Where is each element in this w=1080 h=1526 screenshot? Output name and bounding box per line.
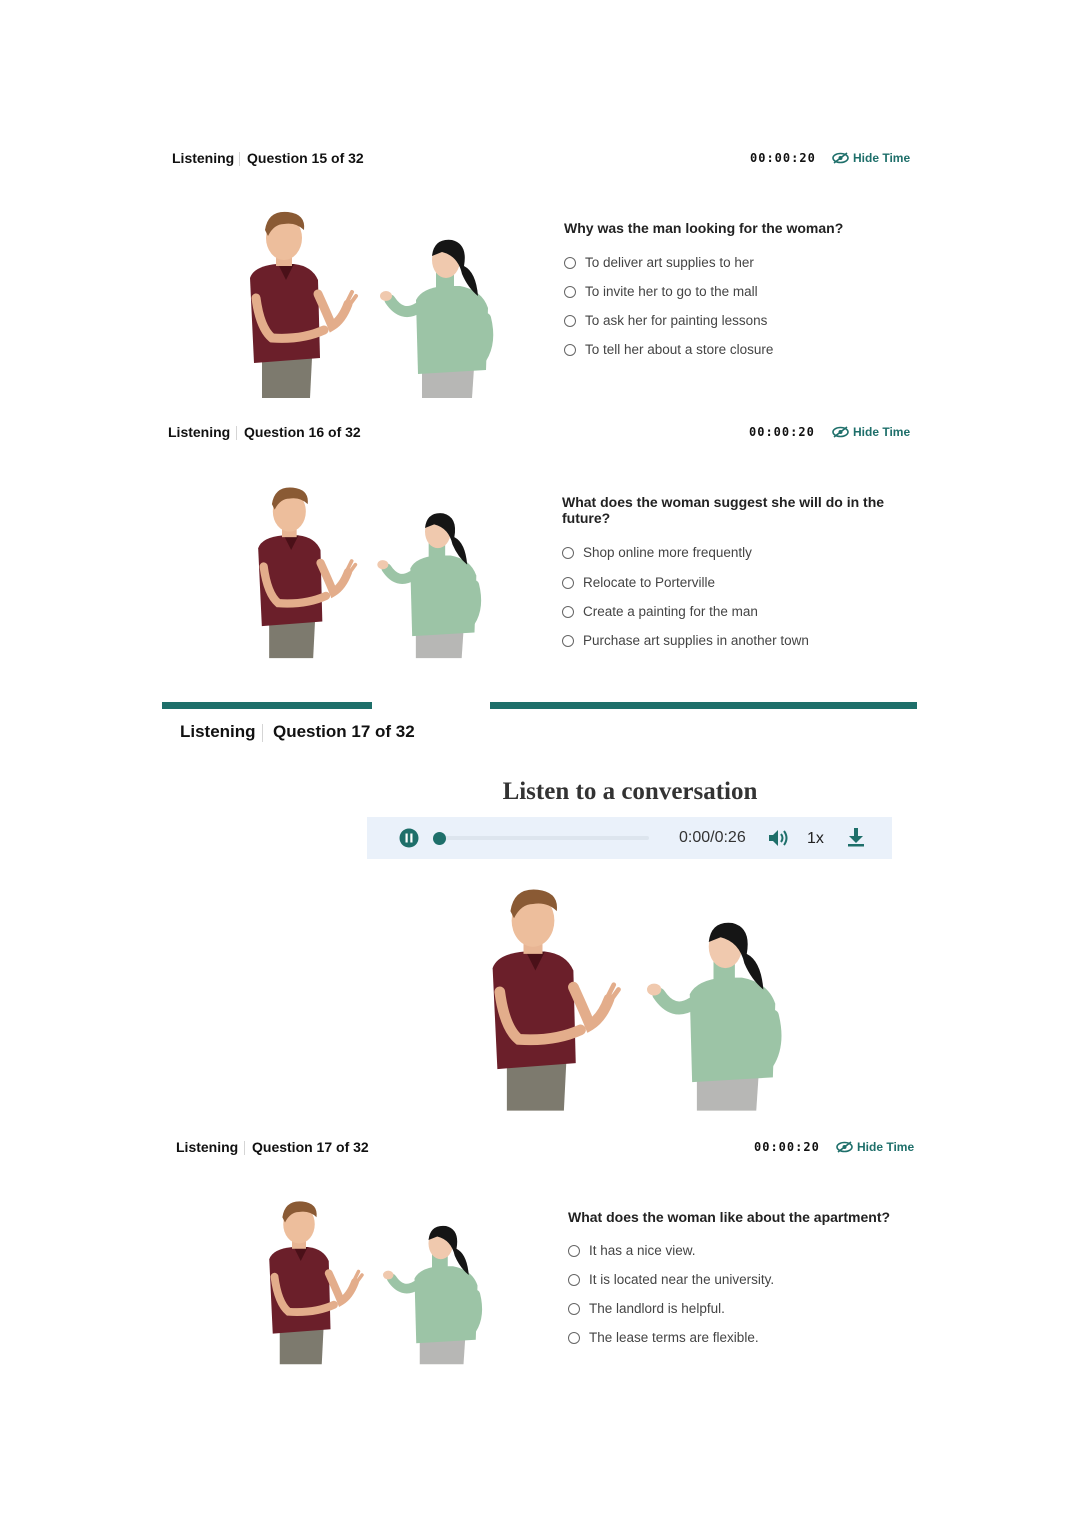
question-header — [0, 424, 1080, 444]
answer-option[interactable] — [564, 255, 754, 270]
answer-option[interactable] — [562, 633, 809, 648]
volume-icon[interactable] — [767, 828, 789, 848]
header-divider — [244, 1141, 245, 1155]
answer-option[interactable] — [568, 1243, 696, 1258]
option-label: It has a nice view. — [589, 1243, 696, 1258]
answer-option[interactable] — [568, 1330, 759, 1345]
listen-title: Listen to a conversation — [502, 778, 758, 805]
conversation-illustration — [230, 484, 510, 660]
answer-option[interactable] — [562, 604, 758, 619]
hide-time-label: Hide Time — [853, 425, 911, 439]
radio-button[interactable] — [562, 606, 574, 618]
radio-button[interactable] — [562, 547, 574, 559]
radio-button[interactable] — [562, 577, 574, 589]
hide-time-button[interactable] — [832, 151, 910, 165]
answer-option[interactable] — [564, 342, 773, 357]
timer: 00:00:20 — [749, 425, 815, 439]
radio-button[interactable] — [564, 315, 576, 327]
radio-button[interactable] — [564, 344, 576, 356]
pause-icon[interactable] — [399, 828, 419, 848]
radio-button[interactable] — [564, 257, 576, 269]
question-counter: Question 17 of 32 — [252, 1139, 369, 1155]
option-label: To invite her to go to the mall — [585, 284, 758, 299]
option-label: To deliver art supplies to her — [585, 255, 754, 270]
header-divider — [262, 724, 263, 742]
question-text: Why was the man looking for the woman? — [564, 220, 844, 236]
hide-time-button[interactable] — [836, 1140, 914, 1154]
answer-option[interactable] — [564, 284, 758, 299]
question-counter: Question 15 of 32 — [247, 150, 364, 166]
top-accent-bar — [162, 702, 917, 709]
radio-button[interactable] — [568, 1274, 580, 1286]
conversation-illustration — [465, 885, 810, 1113]
eye-slash-icon — [832, 426, 849, 438]
hide-time-label: Hide Time — [857, 1140, 915, 1154]
timer: 00:00:20 — [750, 151, 816, 165]
time-display: 0:00/0:26 — [679, 829, 746, 846]
section-label: Listening — [180, 722, 256, 741]
download-icon[interactable] — [847, 827, 865, 847]
timer: 00:00:20 — [754, 1140, 820, 1154]
radio-button[interactable] — [562, 635, 574, 647]
question-text: What does the woman suggest she will do in the future? — [562, 494, 885, 526]
radio-button[interactable] — [564, 286, 576, 298]
option-label: To tell her about a store closure — [585, 342, 774, 357]
answer-option[interactable] — [568, 1272, 774, 1287]
progress-handle[interactable] — [433, 832, 446, 845]
option-label: The landlord is helpful. — [589, 1301, 725, 1316]
radio-button[interactable] — [568, 1245, 580, 1257]
question-header — [0, 150, 1080, 170]
conversation-illustration — [236, 1198, 516, 1366]
answer-option[interactable] — [564, 313, 767, 328]
eye-slash-icon — [836, 1141, 853, 1153]
progress-track[interactable] — [439, 836, 649, 840]
option-label: Purchase art supplies in another town — [583, 633, 809, 648]
answer-option[interactable] — [562, 575, 715, 590]
conversation-illustration — [232, 208, 512, 400]
answer-option[interactable] — [568, 1301, 725, 1316]
question-counter: Question 17 of 32 — [273, 722, 415, 741]
header-divider — [239, 152, 240, 166]
question-counter: Question 16 of 32 — [244, 424, 361, 440]
audio-player — [367, 817, 892, 859]
header-divider — [236, 426, 237, 440]
option-label: Shop online more frequently — [583, 545, 752, 560]
question-header — [0, 1139, 1080, 1159]
option-label: It is located near the university. — [589, 1272, 775, 1287]
hide-time-button[interactable] — [832, 425, 910, 439]
hide-time-label: Hide Time — [853, 151, 911, 165]
radio-button[interactable] — [568, 1303, 580, 1315]
section-label: Listening — [168, 424, 231, 440]
section-label: Listening — [176, 1139, 239, 1155]
playback-rate-button[interactable]: 1x — [807, 830, 824, 847]
option-label: Relocate to Porterville — [583, 575, 716, 590]
radio-button[interactable] — [568, 1332, 580, 1344]
section-label: Listening — [172, 150, 235, 166]
eye-slash-icon — [832, 152, 849, 164]
question-text: What does the woman like about the apartment? — [568, 1209, 891, 1225]
answer-option[interactable] — [562, 545, 752, 560]
option-label: To ask her for painting lessons — [585, 313, 768, 328]
option-label: Create a painting for the man — [583, 604, 758, 619]
option-label: The lease terms are flexible. — [589, 1330, 759, 1345]
